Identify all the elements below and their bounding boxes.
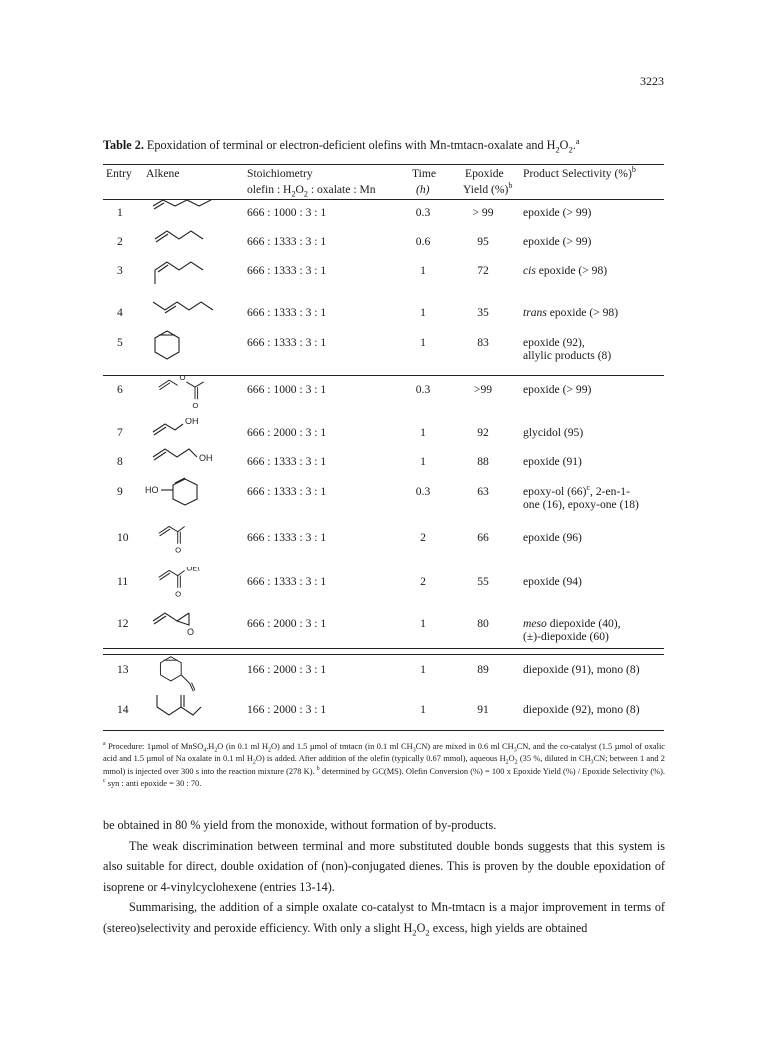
- stoichiometry: 666 : 1333 : 3 : 1: [247, 306, 327, 319]
- alkene-structure: [145, 609, 245, 647]
- epoxide-yield: 91: [477, 703, 489, 716]
- header-time: Time: [412, 167, 437, 180]
- stoichiometry: 666 : 1333 : 3 : 1: [247, 455, 327, 468]
- header-selectivity: Product Selectivity (%)$^b$: [523, 165, 636, 180]
- entry-number: 12: [117, 617, 129, 630]
- time: 0.6: [415, 235, 431, 248]
- product-selectivity: epoxide (92), allylic products (8): [523, 336, 612, 362]
- entry-number: 11: [117, 575, 129, 588]
- entry-number: 2: [117, 235, 123, 248]
- alkene-structure: [145, 328, 245, 366]
- epoxide-yield: 72: [477, 264, 489, 277]
- table-row: [103, 703, 664, 743]
- entry-number: 5: [117, 336, 123, 349]
- time: 1: [420, 426, 426, 439]
- stoichiometry: 166 : 2000 : 3 : 1: [247, 663, 327, 676]
- svg-text:OEt: OEt: [186, 567, 200, 573]
- svg-text:O: O: [179, 375, 186, 383]
- stoichiometry: 666 : 1333 : 3 : 1: [247, 235, 327, 248]
- product-selectivity: epoxide (> 99): [523, 383, 592, 396]
- epoxide-yield: 95: [477, 235, 489, 248]
- paragraph: The weak discrimination between terminal and more substituted double bonds suggests that this system is also suitable for direct, double oxidation of (non)-conjugated dienes. This is proven by the double epoxidation of isoprene or 4-vinylcyclohexene (entries 13-14).: [103, 838, 665, 894]
- page-number: 3223: [640, 74, 664, 88]
- product-selectivity: epoxide (94): [523, 575, 582, 588]
- svg-text:O: O: [175, 589, 182, 599]
- time: 1: [420, 306, 426, 319]
- table-footnote: $^a$ Procedure: 1µmol of $MnSO_4.H_2O$ (in 0.1 ml $H_2O$) and 1.5 µmol of tmtacn (in 0.1 ml $CH_3CN$) are mixed in 0.6 ml $CH_3CN$, and the co-catalyst (1.5 µmol of oxalic acid and 1.5 µmol of Na oxalate in 0.1 ml $H_2O$) is added. After addition of the olefin (typically 0.67 mmol), aqueous $H_2O_2$ (35 %, diluted in $CH_3CN$; between 1 and 2 mmol) is injected over 300 s into the reaction mixture (278 K). $^b$ determined by GC(MS). Olefin Conversion (%) = 100 x Epoxide Yield (%) / Epoxide Selectivity (%). $^c$ syn : anti epoxide = 30 : 70.: [103, 741, 665, 788]
- svg-text:OH: OH: [185, 418, 199, 426]
- header-stoichiometry: Stoichiometry: [247, 167, 313, 180]
- stoichiometry: 666 : 1333 : 3 : 1: [247, 485, 327, 498]
- entry-number: 13: [117, 663, 129, 676]
- epoxide-yield: 83: [477, 336, 489, 349]
- product-selectivity: epoxide (96): [523, 531, 582, 544]
- product-selectivity: epoxy-ol $(66)^c$, 2-en-1- one (16), epoxy-one (18): [523, 483, 639, 511]
- time: 2: [420, 575, 426, 588]
- product-selectivity: meso diepoxide (40), (±)-diepoxide (60): [523, 617, 621, 643]
- product-selectivity: trans epoxide (> 98): [523, 306, 619, 319]
- svg-text:OH: OH: [199, 453, 213, 463]
- product-selectivity: epoxide (91): [523, 455, 582, 468]
- svg-text:HO: HO: [145, 485, 159, 495]
- time: 1: [420, 336, 426, 349]
- header-entry: Entry: [106, 167, 132, 180]
- header-stoichiometry-sub: olefin : $H_2O_2$ : oxalate : Mn: [247, 183, 376, 199]
- epoxide-yield: 80: [477, 617, 489, 630]
- epoxide-yield: 63: [477, 485, 489, 498]
- entry-number: 8: [117, 455, 123, 468]
- alkene-structure: [145, 375, 245, 413]
- paragraph: Summarising, the addition of a simple oxalate co-catalyst to Mn-tmtacn is a major improvement in terms of (stereo)selectivity and peroxide efficiency. With only a slight $H_2O_2$ excess, high yields are obtained: [103, 900, 665, 937]
- table-top-rule: [103, 164, 664, 165]
- header-yield: Yield (%)$^b$: [463, 181, 513, 196]
- epoxide-yield: > 99: [472, 206, 494, 219]
- entry-number: 3: [117, 264, 123, 277]
- time: 1: [420, 264, 426, 277]
- table-row: [103, 531, 664, 571]
- header-time-unit: (h): [416, 183, 430, 196]
- svg-text:O: O: [175, 545, 182, 555]
- table-row: [103, 375, 664, 423]
- table-label: Table 2.: [103, 138, 144, 152]
- entry-number: 7: [117, 426, 123, 439]
- entry-number: 9: [117, 485, 123, 498]
- table-caption: Table 2. Epoxidation of terminal or electron-deficient olefins with Mn-tmtacn-oxalate and $H_2O_2.^a$: [103, 135, 580, 155]
- entry-number: 1: [117, 206, 123, 219]
- epoxide-yield: >99: [473, 383, 493, 396]
- time: 1: [420, 455, 426, 468]
- entry-number: 6: [117, 383, 123, 396]
- stoichiometry: 666 : 1333 : 3 : 1: [247, 336, 327, 349]
- header-alkene: Alkene: [146, 167, 180, 180]
- product-selectivity: epoxide (> 99): [523, 206, 592, 219]
- paragraph: be obtained in 80 % yield from the monoxide, without formation of by-products.: [103, 818, 497, 832]
- epoxide-yield: 66: [477, 531, 489, 544]
- stoichiometry: 666 : 1333 : 3 : 1: [247, 575, 327, 588]
- product-selectivity: epoxide (> 99): [523, 235, 592, 248]
- body-text: [103, 815, 665, 938]
- header-epoxide: Epoxide: [465, 167, 504, 180]
- epoxide-yield: 92: [477, 426, 489, 439]
- product-selectivity: glycidol (95): [523, 426, 584, 439]
- time: 1: [420, 617, 426, 630]
- product-selectivity: diepoxide (92), mono (8): [523, 703, 640, 716]
- epoxide-yield: 35: [477, 306, 489, 319]
- epoxide-yield: 88: [477, 455, 489, 468]
- product-selectivity: cis epoxide (> 98): [523, 264, 608, 277]
- alkene-structure: [145, 523, 245, 561]
- entry-number: 14: [117, 703, 129, 716]
- time: 0.3: [415, 485, 431, 498]
- alkene-structure: [145, 256, 245, 294]
- time: 0.3: [415, 206, 431, 219]
- entry-number: 4: [117, 306, 123, 319]
- alkene-structure: [145, 477, 245, 515]
- alkene-structure: [145, 655, 245, 693]
- stoichiometry: 666 : 1000 : 3 : 1: [247, 383, 327, 396]
- entry-number: 10: [117, 531, 129, 544]
- table-row: [103, 485, 664, 525]
- table-row: [103, 617, 664, 657]
- stoichiometry: 666 : 2000 : 3 : 1: [247, 426, 327, 439]
- stoichiometry: 666 : 1333 : 3 : 1: [247, 531, 327, 544]
- product-selectivity: diepoxide (91), mono (8): [523, 663, 640, 676]
- stoichiometry: 666 : 1333 : 3 : 1: [247, 264, 327, 277]
- svg-text:O: O: [187, 627, 195, 637]
- time: 1: [420, 663, 426, 676]
- svg-text:O: O: [192, 400, 199, 410]
- stoichiometry: 666 : 2000 : 3 : 1: [247, 617, 327, 630]
- time: 1: [420, 703, 426, 716]
- time: 2: [420, 531, 426, 544]
- alkene-structure: [145, 567, 245, 605]
- table-row: [103, 336, 664, 376]
- epoxide-yield: 89: [477, 663, 489, 676]
- epoxide-yield: 55: [477, 575, 489, 588]
- time: 0.3: [415, 383, 431, 396]
- stoichiometry: 666 : 1000 : 3 : 1: [247, 206, 327, 219]
- stoichiometry: 166 : 2000 : 3 : 1: [247, 703, 327, 716]
- alkene-structure: [145, 695, 245, 733]
